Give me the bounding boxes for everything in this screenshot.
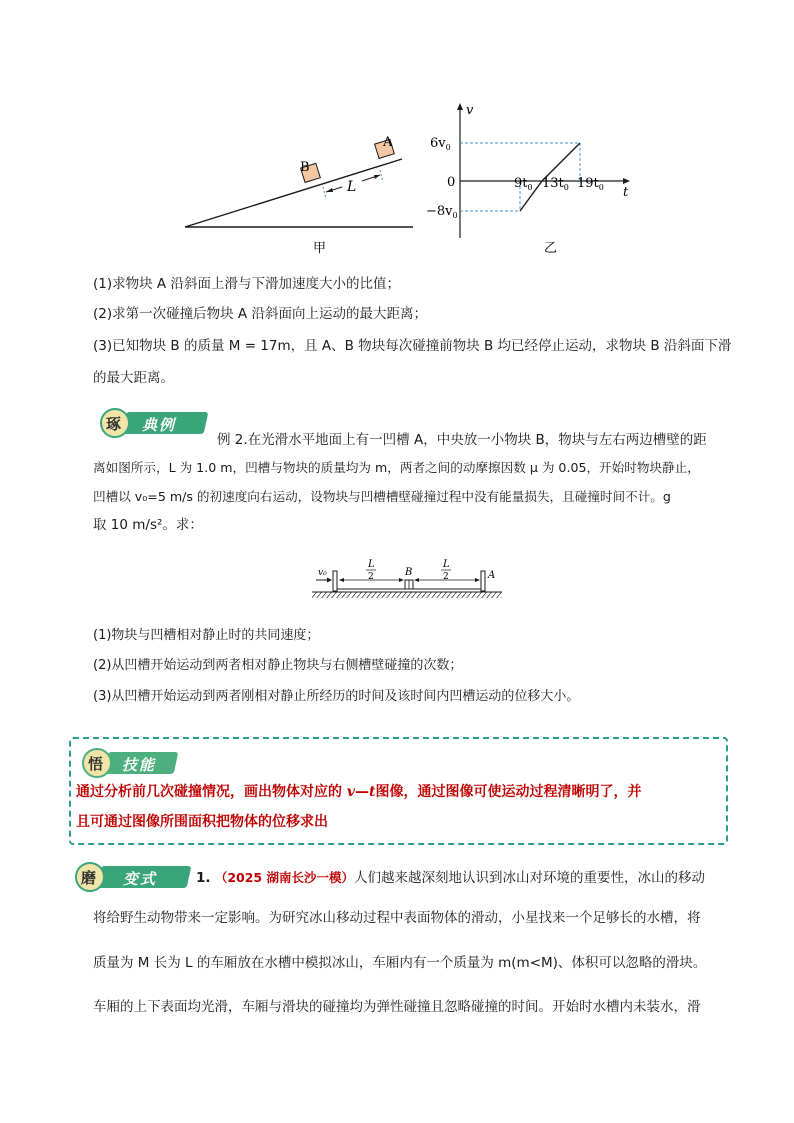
variant-icon-char: 磨 <box>81 869 97 887</box>
skill-tip-text-a: 通过分析前几次碰撞情况，画出物体对应的 <box>76 784 342 800</box>
incline-line <box>185 159 402 227</box>
skill-badge-label: 技能 <box>122 756 157 774</box>
l-half-left-num: L <box>368 559 375 570</box>
variant-badge <box>75 862 195 892</box>
caption-yi: 乙 <box>544 241 558 256</box>
incline-figure <box>180 130 420 260</box>
ground-hatch <box>312 592 502 598</box>
question-1-3: (3)已知物块 B 的质量 M = 17m，且 A、B 物块每次碰撞前物块 B 均已经停止运动，求物块 B 沿斜面下滑 <box>93 338 732 354</box>
y-tick-bottom: $-8v_0$ <box>426 204 458 220</box>
variant-line-4: 车厢的上下表面均光滑，车厢与滑块的碰撞均为弹性碰撞且忽略碰撞的时间。开始时水槽内未装水，滑 <box>93 999 701 1015</box>
skill-tip-t: t <box>369 784 376 800</box>
label-a-small: A <box>488 570 496 581</box>
variant-text-1: 人们越来越深刻地认识到冰山对环境的重要性，冰山的移动 <box>353 870 705 886</box>
question-2-3: (3)从凹槽开始运动到两者刚相对静止所经历的时间及该时间内凹槽运动的位移大小。 <box>93 689 580 704</box>
arrowhead-right <box>374 175 380 179</box>
dim-right-arrow-b <box>475 578 480 582</box>
variant-line-2: 将给野生动物带来一定影响。为研究冰山移动过程中表面物体的滑动，小星找来一个足够长的水槽，将 <box>93 910 701 926</box>
example-line-2: 离如图所示，L 为 1.0 m，凹槽与物块的质量均为 m，两者之间的动摩擦因数 μ 为 0.05，开始时物块静止， <box>93 460 700 475</box>
arrowhead-left <box>326 188 333 192</box>
skill-tip-text-b: 图像，通过图像可使运动过程清晰明了，并 <box>375 784 642 800</box>
l-half-right-den: 2 <box>443 572 449 582</box>
skill-icon-char: 悟 <box>88 755 104 773</box>
example-badge-label: 典例 <box>142 416 177 434</box>
skill-tip-dash: — <box>355 784 370 800</box>
variant-source: （2025 湖南长沙一模） <box>214 870 354 885</box>
variant-badge-label: 变式 <box>123 870 158 888</box>
groove-right-wall <box>481 571 485 591</box>
question-2-2: (2)从凹槽开始运动到两者相对静止物块与右侧槽壁碰撞的次数； <box>93 658 463 673</box>
example-line-4: 取 10 m/s²。求： <box>93 517 203 533</box>
x-tick-13t0: $13t_0$ <box>542 176 569 192</box>
variant-line-1 <box>196 866 705 886</box>
v0-label: v₀ <box>318 568 327 578</box>
example-badge <box>100 408 210 438</box>
skill-badge <box>82 748 192 778</box>
tick-a <box>380 170 383 182</box>
label-a: A <box>383 135 393 150</box>
x-tick-19t0: $19t_0$ <box>577 176 604 192</box>
label-b-small: B <box>405 567 413 578</box>
t-axis-label: t <box>623 185 629 200</box>
l-half-right-num: L <box>443 559 450 570</box>
question-1-3-cont: 的最大距离。 <box>93 370 174 386</box>
y-tick-top: $6v_0$ <box>430 136 451 152</box>
dim-right-arrow-a <box>414 578 419 582</box>
groove-left-wall <box>333 571 337 591</box>
example-icon-char: 琢 <box>106 415 122 433</box>
x-tick-9t0: $9t_0$ <box>514 176 533 192</box>
v-axis-label: v <box>466 103 474 118</box>
caption-jia: 甲 <box>313 241 327 256</box>
v0-arrowhead <box>327 578 332 583</box>
variant-number: 1. <box>196 870 211 886</box>
question-1-2: (2)求第一次碰撞后物块 A 沿斜面向上运动的最大距离； <box>93 306 427 322</box>
example-line-3: 凹槽以 v₀=5 m/s 的初速度向右运动，设物块与凹槽槽壁碰撞过程中没有能量损失，且碰撞时间不计。g <box>93 489 671 504</box>
question-1-1: (1)求物块 A 沿斜面上滑与下滑加速度大小的比值； <box>93 276 400 292</box>
label-l: L <box>347 179 357 195</box>
dim-left-arrow-a <box>339 578 344 582</box>
label-b: B <box>300 160 310 175</box>
question-2-1: (1)物块与凹槽相对静止时的共同速度； <box>93 628 320 643</box>
example-line-1: 例 2.在光滑水平地面上有一凹槽 A，中央放一小物块 B，物块与左右两边槽壁的距 <box>217 432 707 448</box>
vt-graph <box>420 100 640 260</box>
skill-tip-line-2: 且可通过图像所围面积把物体的位移求出 <box>76 814 328 830</box>
dim-left-arrow-b <box>399 578 404 582</box>
t-axis-arrow <box>623 178 630 184</box>
skill-tip-v: v <box>346 784 356 800</box>
v-axis-arrow <box>457 103 463 110</box>
groove-figure <box>310 558 506 604</box>
tick-b <box>323 187 326 199</box>
skill-tip-line-1 <box>76 778 641 806</box>
l-half-left-den: 2 <box>368 572 374 582</box>
origin-label: 0 <box>447 175 456 190</box>
variant-line-3: 质量为 M 长为 L 的车厢放在水槽中模拟冰山，车厢内有一个质量为 m(m<M)、体积可以忽略的滑块。 <box>93 955 707 971</box>
